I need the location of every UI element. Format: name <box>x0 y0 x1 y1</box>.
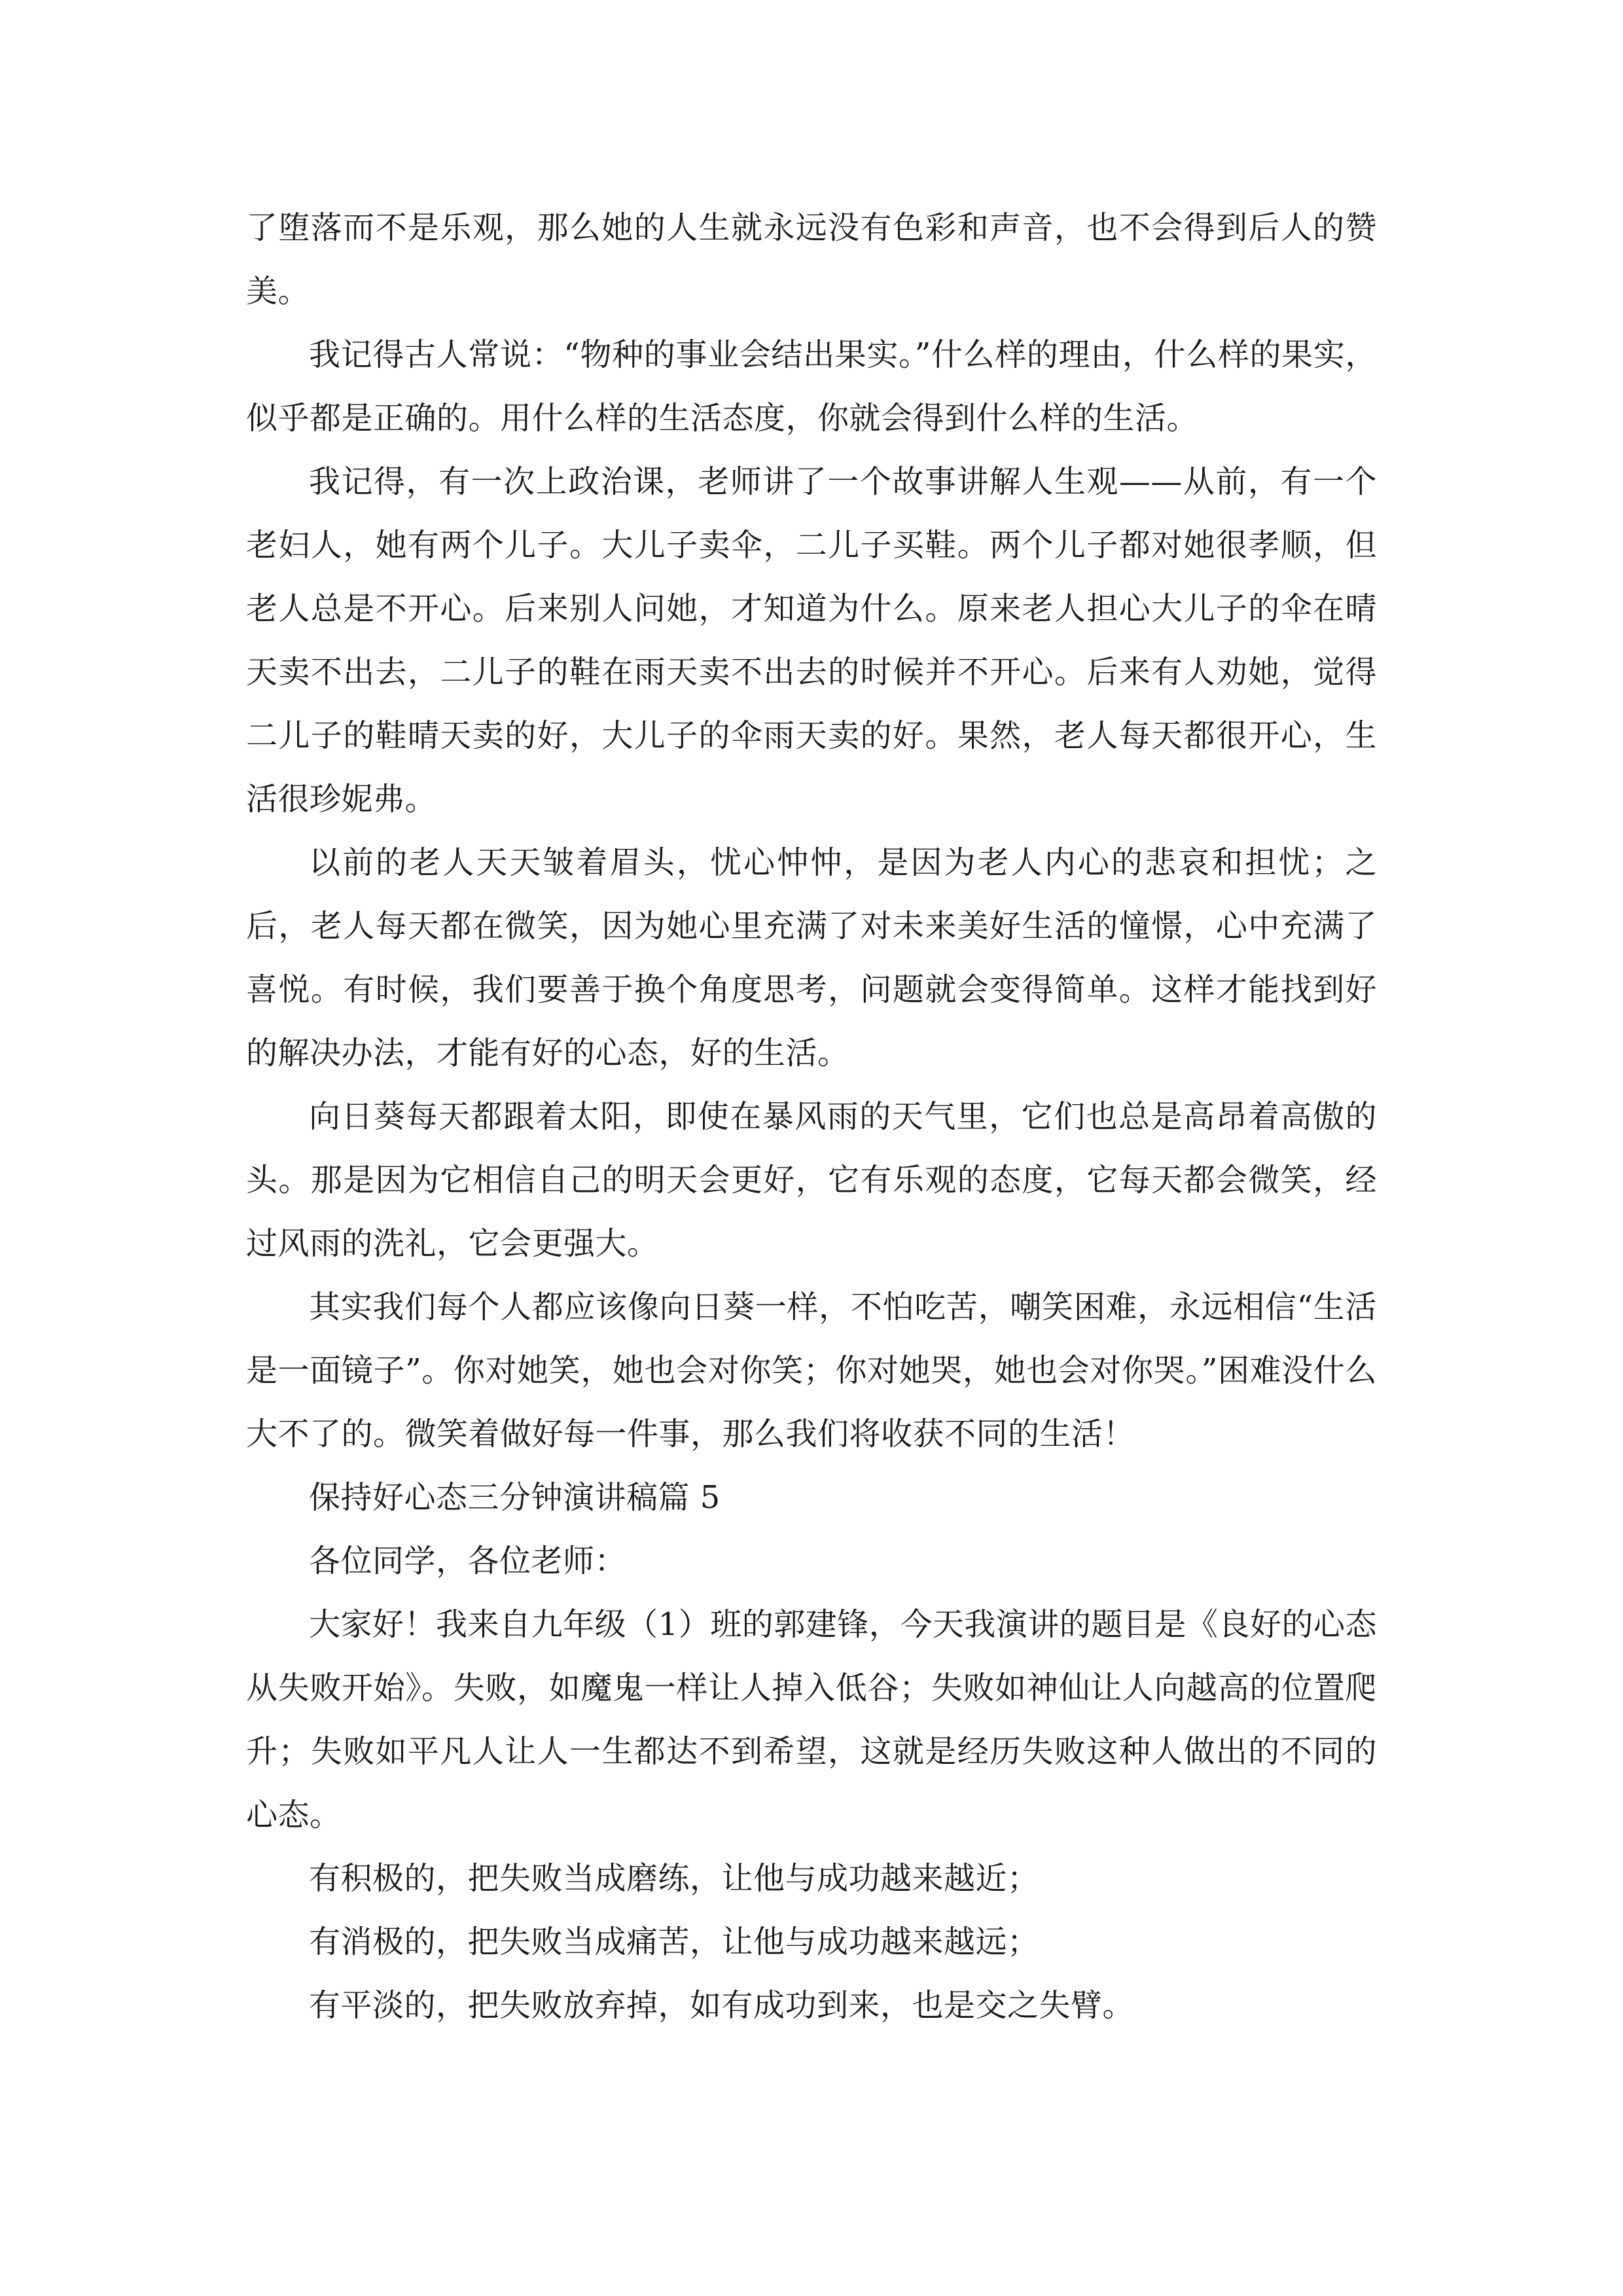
salutation: 各位同学，各位老师： <box>309 1543 627 1579</box>
paragraph-9: 大家好！我来自九年级（1）班的郭建锋，今天我演讲的题目是《良好的心态从失败开始》。失败，如魔鬼一样让人掉入低谷；失败如神仙让人向越高的位置爬升；失败如平凡人让人一生都达不到希望，这就是经历失败这种人做出的不同的心态。 <box>246 1606 1377 1833</box>
paragraph-2: 我记得古人常说：“物种的事业会结出果实。”什么样的理由，什么样的果实，似乎都是正确的。用什么样的生活态度，你就会得到什么样的生活。 <box>246 336 1377 437</box>
paragraph-12: 有平淡的，把失败放弃掉，如有成功到来，也是交之失臂。 <box>309 1987 1135 2024</box>
paragraph-10: 有积极的，把失败当成磨练，让他与成功越来越近； <box>309 1860 1039 1897</box>
paragraph-1: 了堕落而不是乐观，那么她的人生就永远没有色彩和声音，也不会得到后人的赞美。 <box>246 209 1377 310</box>
document-body <box>246 196 1377 2037</box>
paragraph-3: 我记得，有一次上政治课，老师讲了一个故事讲解人生观——从前，有一个老妇人，她有两个儿子。大儿子卖伞，二儿子买鞋。两个儿子都对她很孝顺，但老人总是不开心。后来别人问她，才知道为什么。原来老人担心大儿子的伞在晴天卖不出去，二儿子的鞋在雨天卖不出去的时候并不开心。后来有人劝她，觉得二儿子的鞋晴天卖的好，大儿子的伞雨天卖的好。果然，老人每天都很开心，生活很珍妮弗。 <box>246 463 1377 817</box>
paragraph-5: 向日葵每天都跟着太阳，即使在暴风雨的天气里，它们也总是高昂着高傲的头。那是因为它相信自己的明天会更好，它有乐观的态度，它每天都会微笑，经过风雨的洗礼，它会更强大。 <box>246 1098 1377 1262</box>
paragraph-4: 以前的老人天天皱着眉头，忧心忡忡，是因为老人内心的悲哀和担忧；之后，老人每天都在微笑，因为她心里充满了对未来美好生活的憧憬，心中充满了喜悦。有时候，我们要善于换个角度思考，问题就会变得简单。这样才能找到好的解决办法，才能有好的心态，好的生活。 <box>246 844 1377 1071</box>
section-heading: 保持好心态三分钟演讲稿篇 5 <box>309 1479 721 1516</box>
paragraph-11: 有消极的，把失败当成痛苦，让他与成功越来越远； <box>309 1924 1039 1960</box>
paragraph-6: 其实我们每个人都应该像向日葵一样，不怕吃苦，嘲笑困难，永远相信“生活是一面镜子”。你对她笑，她也会对你笑；你对她哭，她也会对你哭。”困难没什么大不了的。微笑着做好每一件事，那么我们将收获不同的生活！ <box>246 1289 1377 1452</box>
